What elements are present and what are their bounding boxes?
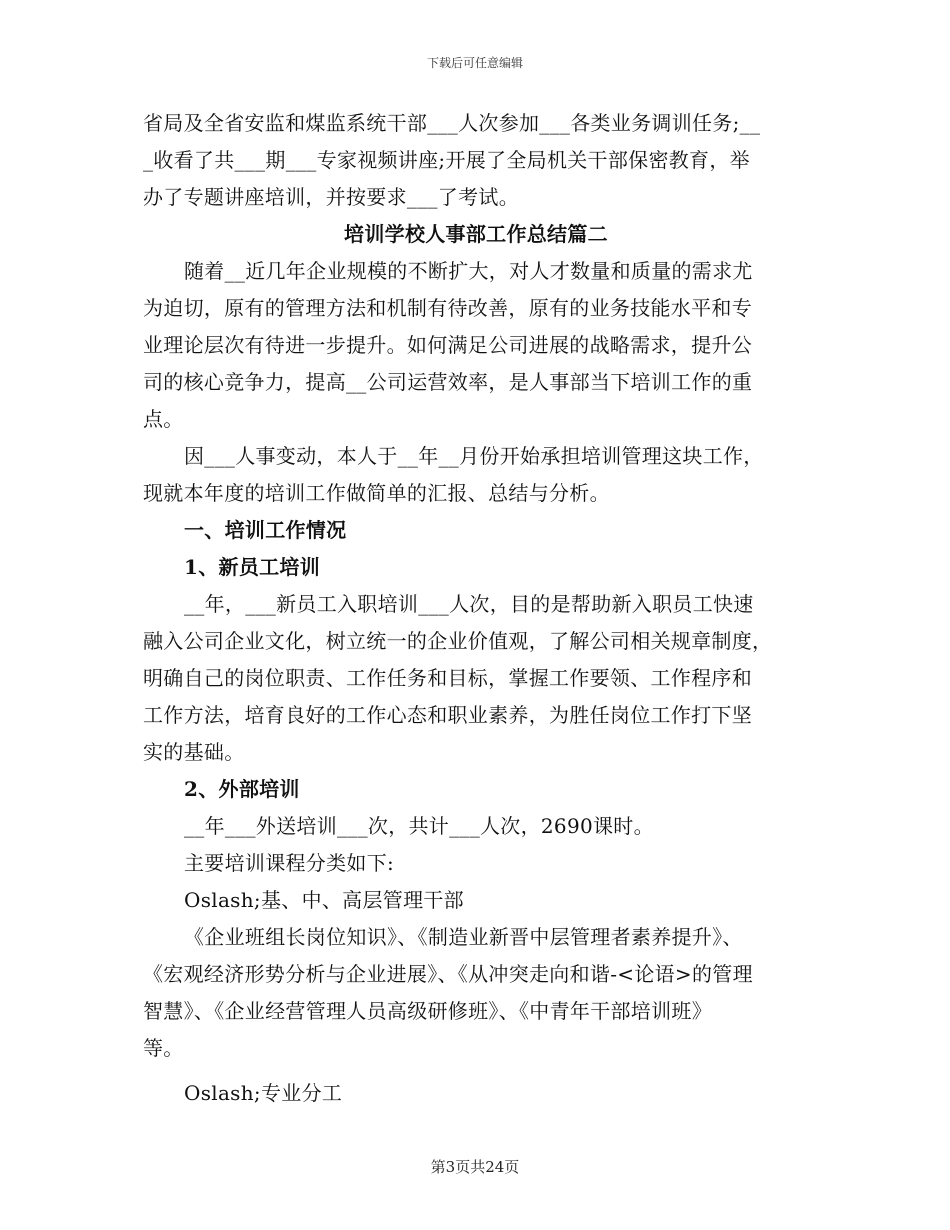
heading-training-overview: 一、培训工作情况 bbox=[184, 518, 347, 542]
paragraph-line: 业理论层次有待进一步提升。如何满足公司进展的战略需求，提升公 bbox=[143, 333, 752, 357]
paragraph-line: 等。 bbox=[143, 1036, 184, 1060]
section-title: 培训学校人事部工作总结篇二 bbox=[344, 222, 608, 246]
paragraph-line: 因___人事变动，本人于__年__月份开始承担培训管理这块工作， bbox=[184, 444, 764, 468]
paragraph-line: 实的基础。 bbox=[143, 740, 245, 764]
paragraph-line: 随着__近几年企业规模的不断扩大，对人才数量和质量的需求尤 bbox=[184, 259, 753, 283]
heading-external-training: 2、外部培训 bbox=[184, 777, 300, 801]
document-body bbox=[143, 105, 809, 1112]
paragraph-line: 智慧》、《企业经营管理人员高级研修班》、《中青年干部培训班》 bbox=[143, 999, 712, 1023]
paragraph-line: 工作方法，培育良好的工作心态和职业素养，为胜任岗位工作打下坚 bbox=[143, 703, 752, 727]
paragraph-line: __年___外送培训___次，共计___人次，2690课时。 bbox=[184, 814, 654, 838]
paragraph-line: 点。 bbox=[143, 407, 184, 431]
paragraph-line: 融入公司企业文化，树立统一的企业价值观，了解公司相关规章制度， bbox=[143, 629, 773, 653]
paragraph-line: 司的核心竞争力，提高__公司运营效率，是人事部当下培训工作的重 bbox=[143, 370, 753, 394]
paragraph-line: 明确自己的岗位职责、工作任务和目标，掌握工作要领、工作程序和 bbox=[143, 666, 752, 690]
spacer bbox=[143, 1067, 809, 1075]
paragraph-line: 现就本年度的培训工作做简单的汇报、总结与分析。 bbox=[143, 481, 610, 505]
paragraph-line: 《企业班组长岗位知识》、《制造业新晋中层管理者素养提升》、 bbox=[184, 925, 743, 949]
list-item-specialization: Oslash;专业分工 bbox=[184, 1081, 343, 1105]
page-footer: 第3页共24页 bbox=[430, 1158, 520, 1176]
paragraph-line: _收看了共___期___专家视频讲座;开展了全局机关干部保密教育，举 bbox=[143, 148, 750, 172]
paragraph-line: __年，___新员工入职培训___人次，目的是帮助新入职员工快速 bbox=[184, 592, 754, 616]
paragraph-line: 为迫切，原有的管理方法和机制有待改善，原有的业务技能水平和专 bbox=[143, 296, 752, 320]
list-item-management: Oslash;基、中、高层管理干部 bbox=[184, 888, 464, 912]
paragraph-line: 主要培训课程分类如下: bbox=[184, 851, 395, 875]
paragraph-line: 省局及全省安监和煤监系统干部___人次参加___各类业务调训任务;__ bbox=[143, 111, 761, 135]
page-header: 下载后可任意编辑 bbox=[426, 56, 523, 70]
heading-new-employee-training: 1、新员工培训 bbox=[184, 555, 321, 579]
paragraph-line: 《宏观经济形势分析与企业进展》、《从冲突走向和谐-<论语>的管理 bbox=[143, 962, 753, 986]
paragraph-line: 办了专题讲座培训，并按要求___了考试。 bbox=[143, 185, 519, 209]
